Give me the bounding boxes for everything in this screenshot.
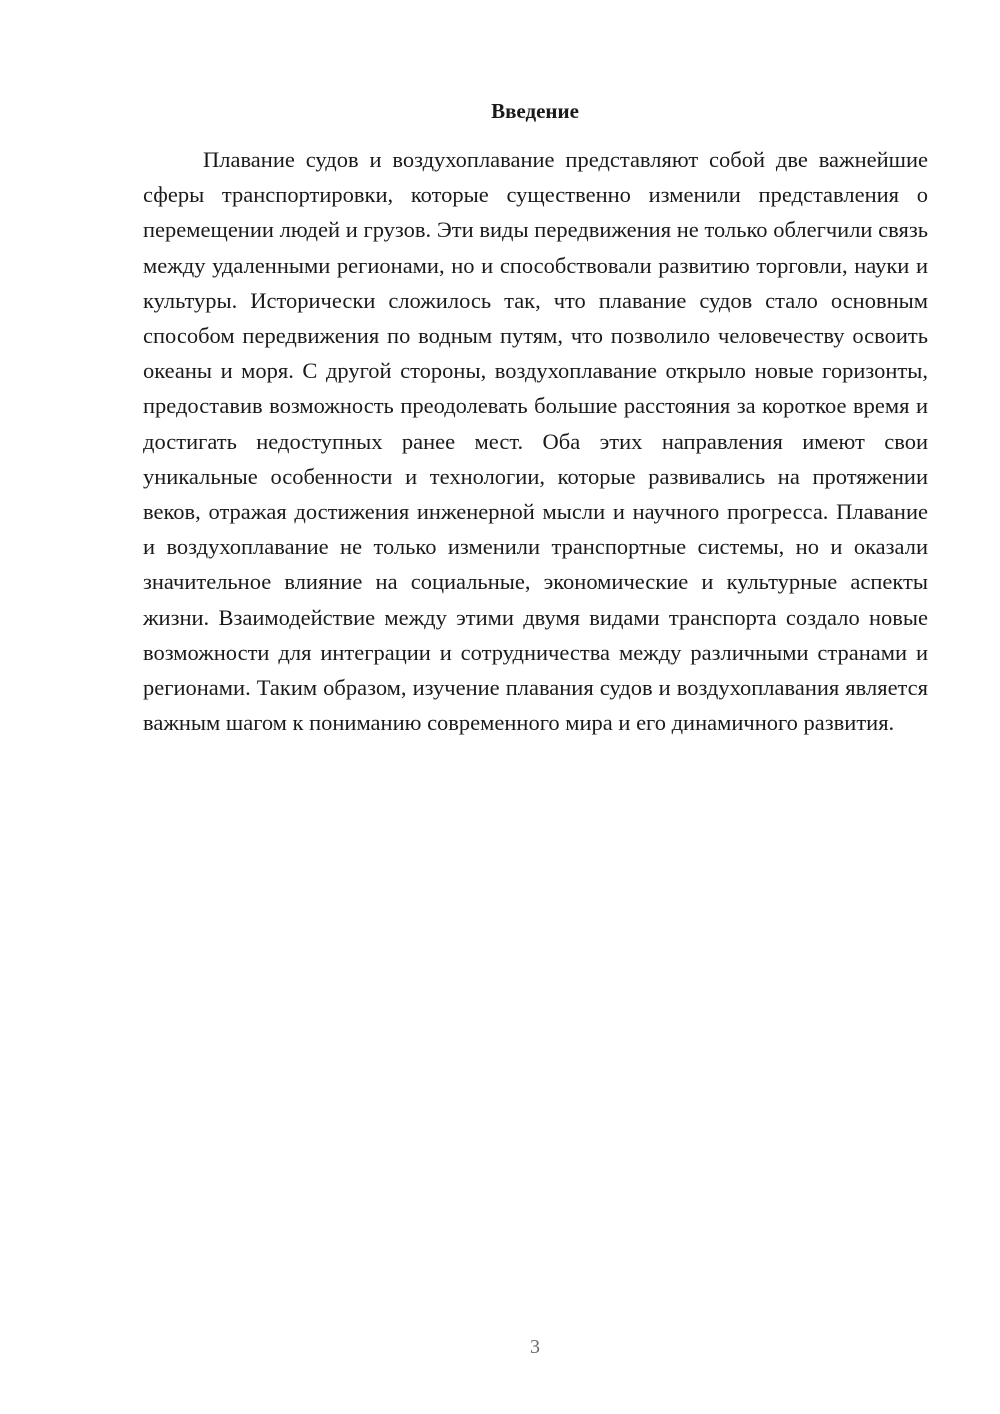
page-number: 3 xyxy=(530,1336,540,1358)
section-heading: Введение xyxy=(491,99,579,123)
body-paragraph: Плавание судов и воздухоплавание представляют собой две важнейшие сферы транспортировки, которые существенно изменили представления о перемещении людей и грузов. Эти виды передвижения не только облегчили связь между удаленными регионами, но и способствовали развитию торговли, науки и культуры. Исторически сложилось так, что плавание судов стало основным способом передвижения по водным путям, что позволило человечеству освоить океаны и моря. С другой стороны, воздухоплавание открыло новые горизонты, предоставив возможность преодолевать большие расстояния за короткое время и достигать недоступных ранее мест. Оба этих направления имеют свои уникальные особенности и технологии, которые развивались на протяжении веков, отражая достижения инженерной мысли и научного прогресса. Плавание и воздухоплавание не только изменили транспортные системы, но и оказали значительное влияние на социальные, экономические и культурные аспекты жизни. Взаимодействие между этими двумя видами транспорта создало новые возможности для интеграции и сотрудничества между различными странами и регионами. Таким образом, изучение плавания судов и воздухоплавания является важным шагом к пониманию современного мира и его динамичного развития. xyxy=(143,147,928,736)
